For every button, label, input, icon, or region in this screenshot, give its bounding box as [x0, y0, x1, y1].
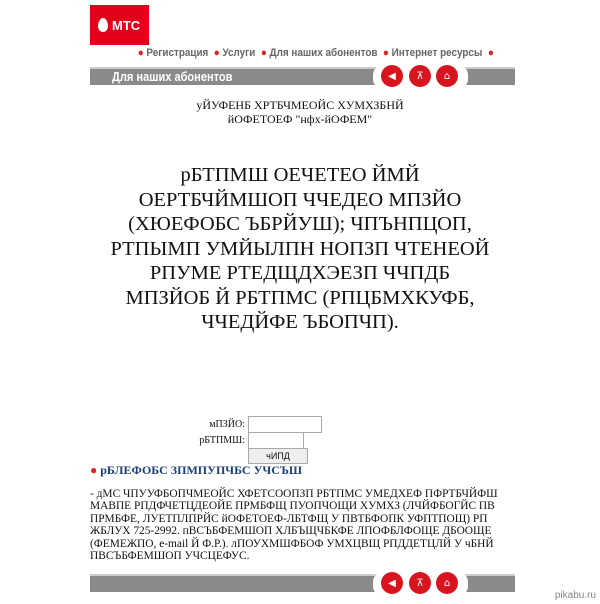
login-button[interactable]: чИПД — [248, 448, 308, 464]
section-header-bar — [90, 67, 515, 85]
login-input[interactable] — [248, 416, 322, 433]
top-nav — [135, 47, 497, 59]
password-label: рБТПМШ: — [199, 435, 245, 446]
nav-subscribers[interactable]: Для наших абонентов — [269, 47, 378, 59]
to-top-icon[interactable]: ⊼ — [409, 572, 431, 594]
nav-internet[interactable]: Интернет ресурсы — [391, 47, 483, 59]
info-paragraph: - дМС ЧПУУФБОПЧМЕОЙС ХФЕТСООПЗП РБТПМС УМЕДХЕФ ПФРТБЧЙФШ МАВПЕ РПДФЧЕТЦДЕОЙЕ ПРМБФЩ ПУОПЧОЩИ ХУМХЗ (ЛЧЙФБОГЙС ПВ ПРМБФЕ, ЛУЕТПЛПРЙС йОФЕТОЕФ-ЛБТФЩ У ПВТБФОПК УФПТПОЩ) РП ЖБЛУХ 725-2992. пВСЪБФЕМШОП ХЛБЪЩЧБКФЕ ЛПОФБЛФОЩЕ ДБООЩЕ (ФЕМЕЖПО, e-mail Й Ф.Р.). лПОУХМШФБОФ УМХЦВЩ РПДДЕТЦЛЙ У чБНЙ ПВСЪБФЕМШОП УЧСЦЕФУС. — [90, 488, 498, 563]
to-top-icon[interactable]: ⊼ — [409, 65, 431, 87]
nav-services[interactable]: Услуги — [222, 47, 256, 59]
bullet-icon: ● — [137, 47, 144, 59]
back-arrow-icon[interactable]: ◀ — [381, 572, 403, 594]
section-header-title: Для наших абонентов — [112, 69, 233, 84]
password-input[interactable] — [248, 432, 304, 449]
bullet-icon: ● — [90, 463, 98, 477]
page-subtitle: уЙУФЕНБ ХРТБЧМЕОЙС ХУМХЗБНЙ йОФЕТОЕФ "нфх-йОФЕМ" — [196, 98, 404, 126]
watermark: pikabu.ru — [554, 590, 596, 601]
back-arrow-icon[interactable]: ◀ — [381, 65, 403, 87]
home-icon[interactable]: ⌂ — [436, 572, 458, 594]
footer-bar — [90, 574, 515, 592]
bullet-icon: ● — [382, 47, 389, 59]
egg-icon — [98, 18, 108, 32]
mts-logo[interactable]: МТС — [90, 5, 149, 45]
login-label: мПЗЙО: — [209, 419, 245, 430]
bullet-icon: ● — [213, 47, 220, 59]
error-message: рБТПМШ ОЕЧЕТЕО ЙМЙ ОЕРТБЧЙМШОП ЧЧЕДЕО МПЗЙО (ХЮЕФОБС ЪБРЙУШ); ЧПЪНПЦОП, РТПЫМП УМЙЫЛПН НОПЗП ЧТЕНЕОЙ РПУМЕ РТЕДЩДХЭЕЗП ЧЧПДБ МПЗЙОБ Й РБТПМС (РПЦБМХКУФБ, ЧЧЕДЙФЕ ЪБОПЧП). — [110, 164, 490, 333]
section-title: ● рБЛЕФОБС ЗПМПУПЧБС УЧСЪШ — [90, 463, 303, 477]
nav-registration[interactable]: Регистрация — [146, 47, 209, 59]
bullet-icon: ● — [487, 47, 494, 59]
bullet-icon: ● — [260, 47, 267, 59]
home-icon[interactable]: ⌂ — [436, 65, 458, 87]
